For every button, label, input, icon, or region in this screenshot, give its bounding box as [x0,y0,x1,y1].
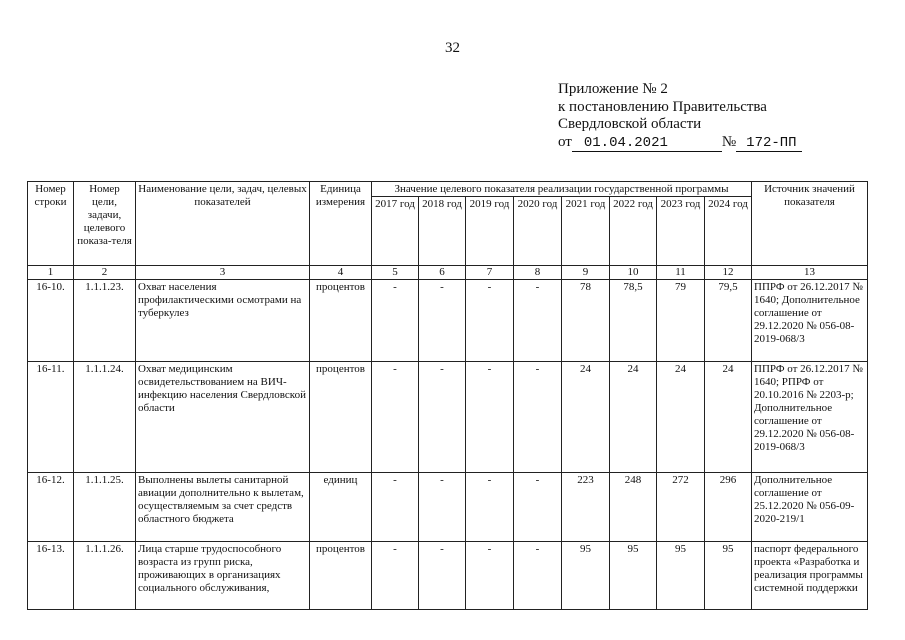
value-2023: 95 [657,542,705,610]
source: Дополнительное соглашение от 25.12.2020 № 056-09-2020-219/1 [752,473,868,542]
table-row [28,280,868,362]
decree-date: 01.04.2021 [583,134,668,151]
value-2022: 24 [610,362,657,473]
table-row [28,473,868,542]
number-prefix: № [721,133,737,150]
date-prefix: от [558,133,572,150]
column-number: 10 [610,266,657,280]
value-2018: - [419,542,466,610]
column-number: 2 [74,266,136,280]
column-number: 9 [562,266,610,280]
column-number: 12 [705,266,752,280]
value-2023: 24 [657,362,705,473]
indicator-name: Охват медицинским освидетельствованием на ВИЧ-инфекцию населения Свердловской области [136,362,310,473]
header-year: 2022 год [610,197,657,266]
value-2024: 79,5 [705,280,752,362]
value-2021: 95 [562,542,610,610]
goal-code: 1.1.1.24. [74,362,136,473]
appendix-line-1: Приложение № 2 [558,81,668,97]
header-unit: Единица измерения [310,182,372,266]
column-numbers-row [28,266,868,280]
unit: процентов [310,280,372,362]
header-values-group: Значение целевого показателя реализации государственной программы [372,182,752,197]
column-number: 7 [466,266,514,280]
header-goal-no: Номер цели, задачи, целевого показа-теля [74,182,136,266]
value-2018: - [419,280,466,362]
source: ППРФ от 26.12.2017 № 1640; РПРФ от 20.10.2016 № 2203-р; Дополнительное соглашение от 29.12.2020 № 056-08-2019-068/3 [752,362,868,473]
value-2019: - [466,542,514,610]
column-number: 1 [28,266,74,280]
value-2017: - [372,362,419,473]
column-number: 4 [310,266,372,280]
header-name: Наименование цели, задач, целевых показателей [136,182,310,266]
table-row [28,362,868,473]
value-2018: - [419,362,466,473]
value-2019: - [466,280,514,362]
header-row-no: Номер строки [28,182,74,266]
value-2020: - [514,280,562,362]
value-2024: 296 [705,473,752,542]
source: ППРФ от 26.12.2017 № 1640; Дополнительное соглашение от 29.12.2020 № 056-08-2019-068/3 [752,280,868,362]
page-number: 32 [445,40,460,56]
goal-code: 1.1.1.26. [74,542,136,610]
value-2024: 95 [705,542,752,610]
unit: единиц [310,473,372,542]
header-year: 2023 год [657,197,705,266]
indicator-name: Лица старше трудоспособного возраста из групп риска, проживающих в организациях социального обслуживания, [136,542,310,610]
column-number: 13 [752,266,868,280]
value-2017: - [372,473,419,542]
value-2020: - [514,542,562,610]
header-year: 2021 год [562,197,610,266]
decree-number: 172-ПП [746,134,797,151]
unit: процентов [310,362,372,473]
value-2022: 95 [610,542,657,610]
row-number: 16-12. [28,473,74,542]
header-year: 2024 год [705,197,752,266]
column-number: 5 [372,266,419,280]
row-number: 16-10. [28,280,74,362]
row-number: 16-11. [28,362,74,473]
value-2021: 24 [562,362,610,473]
value-2023: 272 [657,473,705,542]
indicator-name: Охват населения профилактическими осмотрами на туберкулез [136,280,310,362]
column-number: 8 [514,266,562,280]
column-number: 6 [419,266,466,280]
value-2021: 223 [562,473,610,542]
header-year: 2017 год [372,197,419,266]
value-2022: 78,5 [610,280,657,362]
indicator-name: Выполнены вылеты санитарной авиации дополнительно к вылетам, осуществляемым за счет средств областного бюджета [136,473,310,542]
value-2021: 78 [562,280,610,362]
header-source: Источник значений показателя [752,182,868,266]
appendix-block [558,81,802,152]
value-2020: - [514,362,562,473]
table-row [28,542,868,610]
column-number: 11 [657,266,705,280]
appendix-date-line [558,134,802,152]
goal-code: 1.1.1.23. [74,280,136,362]
column-number: 3 [136,266,310,280]
header-year: 2018 год [419,197,466,266]
goal-code: 1.1.1.25. [74,473,136,542]
value-2018: - [419,473,466,542]
source: паспорт федерального проекта «Разработка и реализация программы системной поддержки [752,542,868,610]
appendix-line-3: Свердловской области [558,116,702,132]
value-2019: - [466,362,514,473]
value-2017: - [372,280,419,362]
unit: процентов [310,542,372,610]
value-2023: 79 [657,280,705,362]
value-2020: - [514,473,562,542]
value-2022: 248 [610,473,657,542]
row-number: 16-13. [28,542,74,610]
appendix-line-2: к постановлению Правительства [558,98,767,115]
value-2019: - [466,473,514,542]
value-2024: 24 [705,362,752,473]
header-year: 2020 год [514,197,562,266]
header-year: 2019 год [466,197,514,266]
value-2017: - [372,542,419,610]
indicators-table [27,181,868,610]
